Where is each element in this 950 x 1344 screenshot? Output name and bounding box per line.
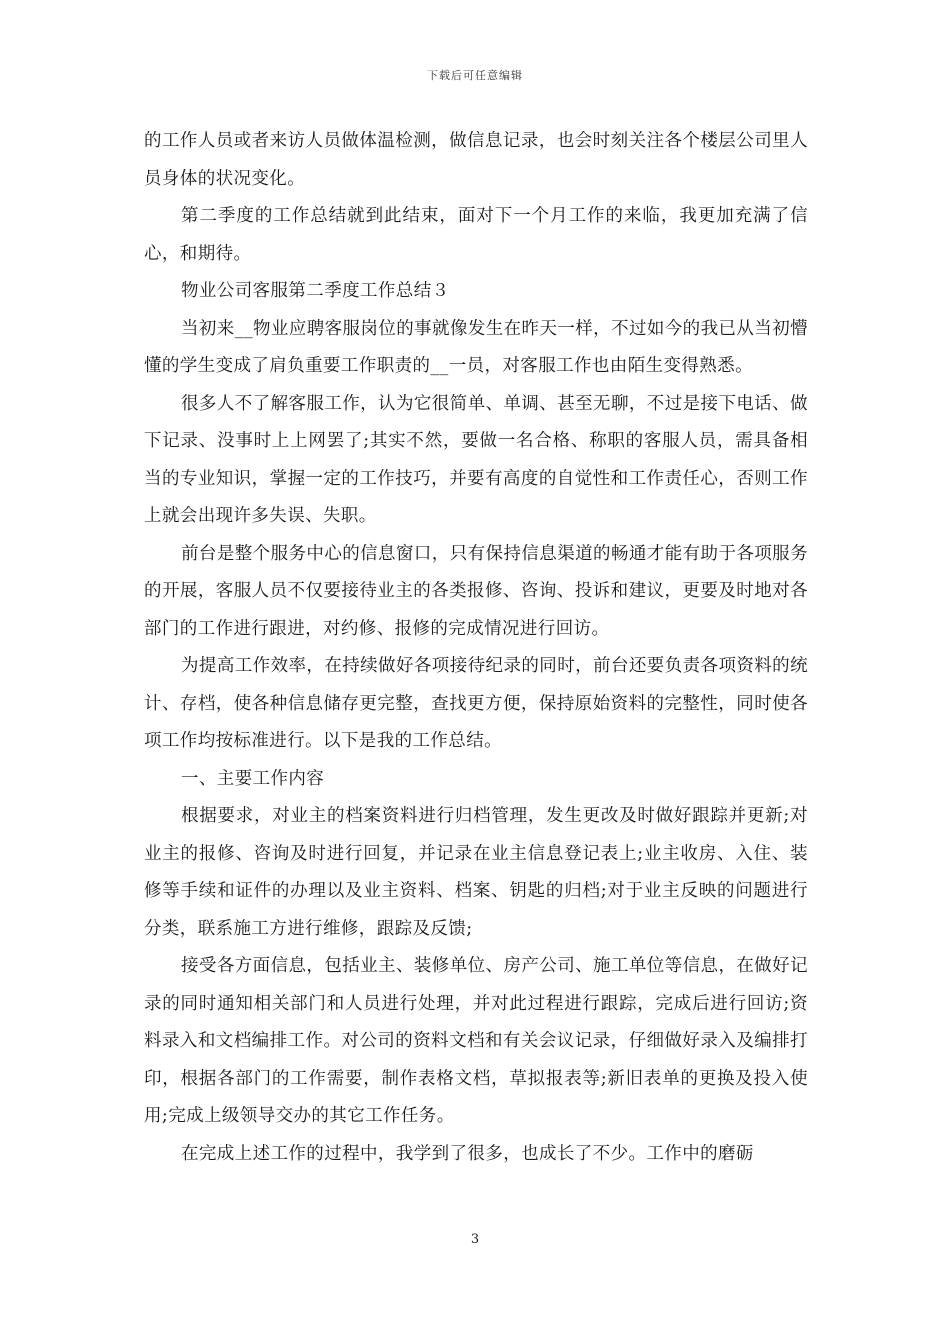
paragraph: 接受各方面信息，包括业主、装修单位、房产公司、施工单位等信息，在做好记录的同时通知相关部门和人员进行处理，并对此过程进行跟踪，完成后进行回访;资料录入和文档编排工作。对公司的资料文档和有关会议记录，仔细做好录入及编排打印，根据各部门的工作需要，制作表格文档，草拟报表等;新旧表单的更换及投入使用;完成上级领导交办的其它工作任务。 bbox=[144, 956, 808, 1126]
paragraph: 第二季度的工作总结就到此结束，面对下一个月工作的来临，我更加充满了信心，和期待。 bbox=[144, 206, 808, 264]
paragraph: 前台是整个服务中心的信息窗口，只有保持信息渠道的畅通才能有助于各项服务的开展，客服人员不仅要接待业主的各类报修、咨询、投诉和建议，更要及时地对各部门的工作进行跟进，对约修、报修的完成情况进行回访。 bbox=[144, 543, 808, 639]
section-title: 物业公司客服第二季度工作总结３ bbox=[181, 281, 450, 301]
page-number: 3 bbox=[470, 1232, 480, 1247]
paragraph: 的工作人员或者来访人员做体温检测，做信息记录，也会时刻关注各个楼层公司里人员身体的状况变化。 bbox=[144, 131, 808, 189]
section-heading: 一、主要工作内容 bbox=[181, 768, 325, 789]
paragraph: 为提高工作效率，在持续做好各项接待纪录的同时，前台还要负责各项资料的统计、存档，使各种信息储存更完整，查找更方便，保持原始资料的完整性，同时使各项工作均按标准进行。以下是我的工作总结。 bbox=[144, 656, 808, 751]
document-body bbox=[144, 123, 808, 1173]
paragraph: 根据要求，对业主的档案资料进行归档管理，发生更改及时做好跟踪并更新;对业主的报修、咨询及时进行回复，并记录在业主信息登记表上;业主收房、入住、装修等手续和证件的办理以及业主资料、档案、钥匙的归档;对于业主反映的问题进行分类，联系施工方进行维修，跟踪及反馈; bbox=[144, 806, 808, 939]
paragraph: 在完成上述工作的过程中，我学到了很多，也成长了不少。工作中的磨砺 bbox=[181, 1143, 754, 1164]
header-note: 下载后可任意编辑 bbox=[427, 69, 523, 82]
paragraph: 当初来__物业应聘客服岗位的事就像发生在昨天一样，不过如今的我已从当初懵懂的学生变成了肩负重要工作职责的__一员，对客服工作也由陌生变得熟悉。 bbox=[144, 318, 808, 376]
paragraph: 很多人不了解客服工作，认为它很简单、单调、甚至无聊，不过是接下电话、做下记录、没事时上上网罢了;其实不然，要做一名合格、称职的客服人员，需具备相当的专业知识，掌握一定的工作技巧，并要有高度的自觉性和工作责任心，否则工作上就会出现许多失误、失职。 bbox=[144, 393, 808, 526]
